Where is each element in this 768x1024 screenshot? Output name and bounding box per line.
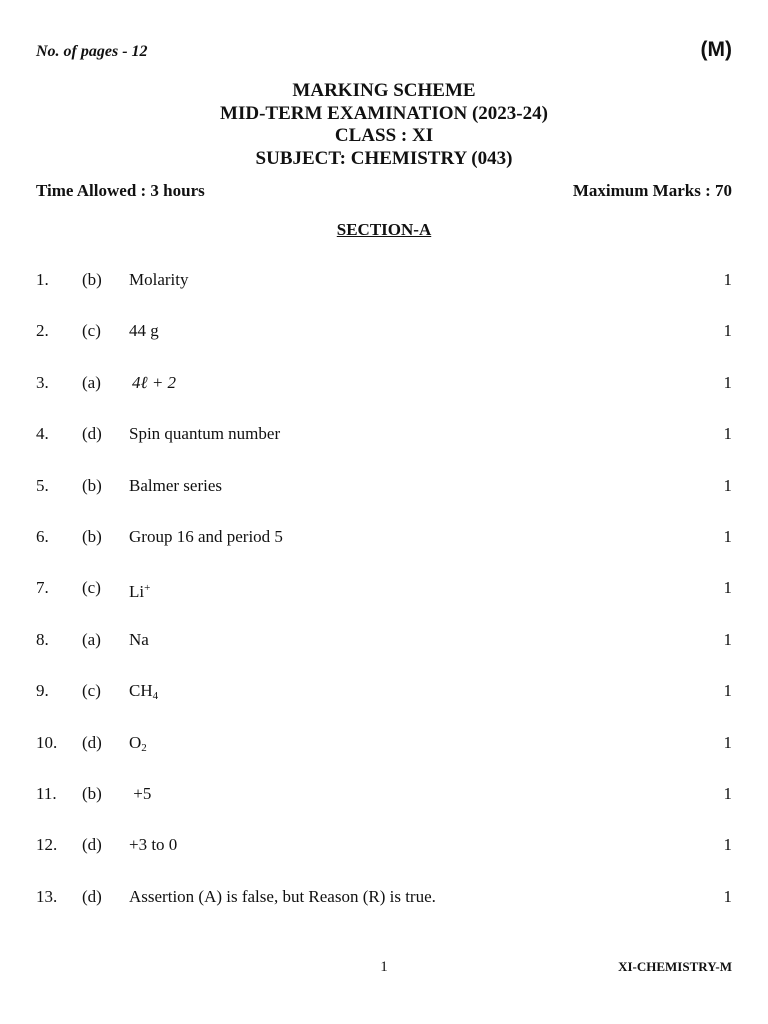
- scheme-title: MARKING SCHEME: [292, 80, 476, 101]
- answer-marks: 1: [723, 578, 732, 598]
- section-title: SECTION-A: [336, 220, 432, 239]
- chemical-formula: CH: [129, 681, 153, 701]
- answer-marks: 1: [723, 681, 732, 701]
- answer-option: (b): [82, 783, 102, 803]
- answer-marks: 1: [723, 526, 732, 546]
- answer-list: [36, 270, 732, 938]
- question-number: 3.: [36, 372, 49, 392]
- answer-option: (c): [82, 681, 101, 701]
- exam-meta: [36, 181, 732, 201]
- time-allowed: Time Allowed : 3 hours: [36, 181, 205, 200]
- answer-marks: 1: [723, 783, 732, 803]
- question-number: 2.: [36, 321, 49, 341]
- answer-marks: 1: [723, 732, 732, 752]
- answer-text: Na: [129, 629, 149, 649]
- answer-row: [36, 321, 732, 372]
- question-number: 12.: [36, 835, 58, 855]
- answer-row: [36, 527, 732, 578]
- subject-title: SUBJECT: CHEMISTRY (043): [255, 147, 513, 169]
- question-number: 6.: [36, 526, 49, 546]
- answer-marks: 1: [723, 886, 732, 906]
- question-number: 9.: [36, 681, 49, 701]
- question-number: 10.: [36, 732, 58, 752]
- answer-text: Molarity: [129, 270, 189, 289]
- maximum-marks: Maximum Marks : 70: [572, 181, 732, 200]
- answer-text: Spin quantum number: [129, 424, 281, 444]
- chemical-formula: O: [129, 732, 142, 752]
- question-number: 4.: [36, 424, 49, 444]
- answer-formula: 4ℓ + 2: [132, 372, 177, 392]
- answer-option: (a): [82, 629, 101, 649]
- formula-subscript: 2: [141, 741, 147, 754]
- answer-text: Assertion (A) is false, but Reason (R) is true.: [129, 886, 436, 906]
- answer-option: (b): [82, 526, 102, 546]
- document-code: XI-CHEMISTRY-M: [618, 959, 732, 974]
- answer-marks: 1: [723, 321, 732, 341]
- answer-text: +5: [129, 783, 152, 803]
- class-title: CLASS : XI: [334, 125, 434, 146]
- answer-chemical: [129, 733, 147, 758]
- answer-row: [36, 373, 732, 424]
- answer-row: [36, 270, 732, 321]
- question-number: 7.: [36, 578, 49, 598]
- answer-row: [36, 835, 732, 886]
- answer-option: (a): [82, 372, 101, 392]
- answer-option: (b): [82, 475, 102, 495]
- answer-option: (d): [82, 835, 102, 855]
- question-number: 8.: [36, 629, 49, 649]
- question-number: 11.: [36, 783, 57, 803]
- answer-option: (d): [82, 886, 102, 906]
- exam-title: MID-TERM EXAMINATION (2023-24): [220, 102, 548, 124]
- answer-marks: 1: [723, 424, 732, 444]
- answer-option: (d): [82, 732, 102, 752]
- answer-chemical: [129, 578, 150, 602]
- answer-text: Group 16 and period 5: [129, 526, 283, 546]
- answer-row: [36, 733, 732, 784]
- page-count: No. of pages - 12: [36, 43, 148, 60]
- answer-row: [36, 784, 732, 835]
- answer-row: [36, 424, 732, 475]
- answer-row: [36, 681, 732, 732]
- paper-code: (M): [700, 38, 732, 61]
- answer-text: +3 to 0: [129, 835, 178, 855]
- answer-marks: 1: [723, 629, 732, 649]
- answer-text: 44 g: [129, 321, 159, 341]
- document-headings: [0, 80, 768, 170]
- formula-subscript: 4: [152, 690, 159, 703]
- answer-option: (c): [82, 321, 101, 341]
- ion-charge: +: [144, 582, 151, 595]
- answer-option: (c): [82, 578, 101, 598]
- answer-marks: 1: [723, 270, 732, 289]
- answer-marks: 1: [723, 372, 732, 392]
- question-number: 5.: [36, 475, 49, 495]
- question-number: 1.: [36, 270, 49, 289]
- answer-marks: 1: [723, 835, 732, 855]
- answer-row: [36, 476, 732, 527]
- answer-row: [36, 630, 732, 681]
- question-number: 13.: [36, 886, 58, 906]
- chemical-symbol: Li: [129, 582, 145, 602]
- answer-option: (b): [82, 270, 102, 289]
- answer-text: Balmer series: [129, 475, 222, 495]
- page-number: 1: [380, 959, 388, 975]
- answer-row: [36, 578, 732, 629]
- answer-chemical: [129, 681, 158, 706]
- answer-row: [36, 887, 732, 938]
- answer-option: (d): [82, 424, 102, 444]
- answer-marks: 1: [723, 475, 732, 495]
